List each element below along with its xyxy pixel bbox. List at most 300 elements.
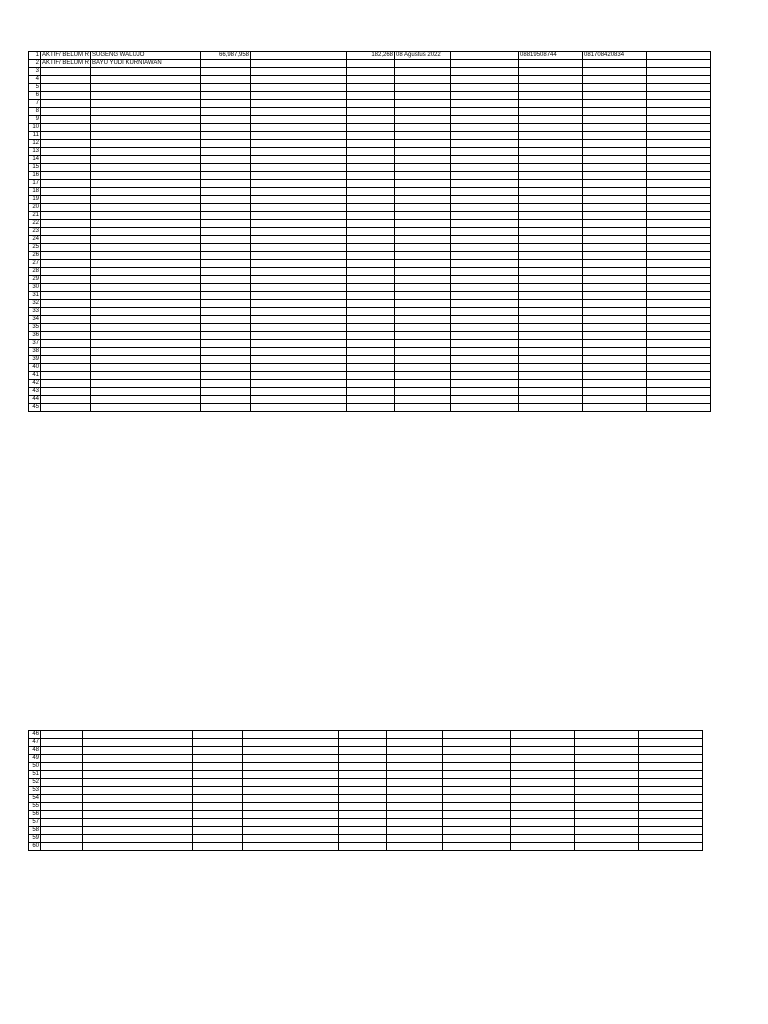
status-cell: AKTIF/ BELUM R: [42, 52, 90, 58]
phone-2-cell: [519, 316, 583, 324]
value-cell: [347, 140, 395, 148]
phone-3-cell: [583, 204, 647, 212]
value-cell: [339, 739, 387, 747]
phone-4-cell: [639, 779, 703, 787]
amount-cell: [201, 284, 251, 292]
value-cell: [347, 108, 395, 116]
name-cell: [83, 755, 193, 763]
phone-2-cell: [511, 739, 575, 747]
phone-4-cell: [639, 763, 703, 771]
name-cell: [83, 739, 193, 747]
table-row: [29, 188, 711, 196]
table-row: [29, 803, 703, 811]
name-cell: [91, 132, 201, 140]
amount-cell: [201, 260, 251, 268]
phone-1-cell: [451, 92, 519, 100]
value-cell: [347, 364, 395, 372]
date-cell: [395, 340, 451, 348]
row-number-cell: 3: [29, 68, 41, 76]
phone-1-cell: [451, 372, 519, 380]
phone-4-cell: [639, 771, 703, 779]
address-cell: [251, 252, 347, 260]
phone-2-cell: [519, 140, 583, 148]
phone-3-cell: [583, 380, 647, 388]
date-cell: 08 Agustus 2022: [395, 52, 451, 60]
amount-cell: [193, 803, 243, 811]
phone-3-cell: [583, 340, 647, 348]
phone-4-cell: [639, 827, 703, 835]
table-row: [29, 68, 711, 76]
date-cell: [395, 92, 451, 100]
status-cell: [41, 164, 91, 172]
phone-2-cell: [519, 180, 583, 188]
address-cell: [243, 739, 339, 747]
row-number-cell: 30: [29, 284, 41, 292]
row-number-cell: 29: [29, 276, 41, 284]
phone-1-cell: [443, 787, 511, 795]
phone-3-cell: [583, 348, 647, 356]
address-cell: [251, 172, 347, 180]
phone-4-cell: [647, 60, 711, 68]
row-number-cell: 15: [29, 164, 41, 172]
phone-2-cell: [511, 763, 575, 771]
amount-cell: [193, 739, 243, 747]
table-row: [29, 340, 711, 348]
phone-1-cell: [443, 739, 511, 747]
status-cell: [41, 276, 91, 284]
name-cell: [91, 396, 201, 404]
value-cell: [339, 803, 387, 811]
row-number-cell: 48: [29, 747, 41, 755]
phone-1-cell: [451, 116, 519, 124]
date-cell: [387, 819, 443, 827]
phone-4-cell: [647, 172, 711, 180]
row-number-cell: 37: [29, 340, 41, 348]
row-number-cell: 12: [29, 140, 41, 148]
phone-4-cell: [647, 300, 711, 308]
value-cell: [347, 292, 395, 300]
name-cell: [91, 372, 201, 380]
status-cell: [41, 324, 91, 332]
amount-cell: [193, 795, 243, 803]
phone-4-cell: [647, 268, 711, 276]
status-cell: [41, 100, 91, 108]
phone-3-cell: [583, 180, 647, 188]
date-cell: [395, 164, 451, 172]
value-cell: [339, 731, 387, 739]
name-cell: [91, 316, 201, 324]
row-number-cell: 40: [29, 364, 41, 372]
amount-cell: [201, 380, 251, 388]
address-cell: [251, 244, 347, 252]
phone-1-cell: [451, 268, 519, 276]
value-cell: 182,268: [347, 52, 395, 60]
value-cell: [347, 332, 395, 340]
amount-cell: [201, 84, 251, 92]
status-cell: [41, 188, 91, 196]
phone-4-cell: [647, 116, 711, 124]
phone-3-cell: [583, 356, 647, 364]
address-cell: [251, 52, 347, 60]
address-cell: [243, 795, 339, 803]
phone-1-cell: [451, 364, 519, 372]
address-cell: [251, 348, 347, 356]
status-cell: [41, 228, 91, 236]
phone-4-cell: [647, 124, 711, 132]
row-number-cell: 23: [29, 228, 41, 236]
phone-3-cell: [583, 148, 647, 156]
phone-3-cell: [583, 372, 647, 380]
name-cell: [83, 819, 193, 827]
table-row: [29, 835, 703, 843]
phone-4-cell: [647, 372, 711, 380]
name-cell: [91, 332, 201, 340]
phone-1-cell: [443, 819, 511, 827]
phone-1-cell: [451, 52, 519, 60]
address-cell: [251, 220, 347, 228]
row-number-cell: 22: [29, 220, 41, 228]
table-row: [29, 827, 703, 835]
status-cell: [41, 388, 91, 396]
date-cell: [387, 771, 443, 779]
phone-1-cell: [451, 348, 519, 356]
row-number-cell: 35: [29, 324, 41, 332]
phone-3-cell: [583, 100, 647, 108]
address-cell: [243, 771, 339, 779]
phone-3-cell: [583, 220, 647, 228]
status-cell: [41, 332, 91, 340]
address-cell: [243, 747, 339, 755]
name-cell: [91, 84, 201, 92]
phone-3-cell: [583, 316, 647, 324]
table-row: [29, 84, 711, 92]
status-cell: [41, 380, 91, 388]
name-cell: [83, 835, 193, 843]
value-cell: [347, 228, 395, 236]
address-cell: [251, 260, 347, 268]
address-cell: [251, 340, 347, 348]
date-cell: [395, 84, 451, 92]
phone-3-cell: [583, 308, 647, 316]
name-cell: [91, 68, 201, 76]
value-cell: [347, 348, 395, 356]
phone-2-cell: [519, 92, 583, 100]
name-cell: [83, 795, 193, 803]
row-number-cell: 16: [29, 172, 41, 180]
value-cell: [339, 811, 387, 819]
amount-cell: [201, 236, 251, 244]
row-number-cell: 1: [29, 52, 41, 60]
date-cell: [395, 68, 451, 76]
table-row: [29, 100, 711, 108]
value-cell: [347, 340, 395, 348]
phone-3-cell: [583, 108, 647, 116]
row-number-cell: 56: [29, 811, 41, 819]
row-number-cell: 58: [29, 827, 41, 835]
address-cell: [243, 787, 339, 795]
status-cell: [41, 292, 91, 300]
status-cell: [41, 755, 83, 763]
table-row: [29, 356, 711, 364]
address-cell: [251, 60, 347, 68]
row-number-cell: 44: [29, 396, 41, 404]
date-cell: [395, 292, 451, 300]
phone-4-cell: [639, 803, 703, 811]
phone-2-cell: [511, 819, 575, 827]
value-cell: [347, 300, 395, 308]
row-number-cell: 53: [29, 787, 41, 795]
table-row: [29, 763, 703, 771]
phone-4-cell: [647, 84, 711, 92]
name-cell: [91, 188, 201, 196]
address-cell: [251, 164, 347, 172]
phone-2-cell: [519, 332, 583, 340]
date-cell: [387, 811, 443, 819]
phone-2-cell: [519, 260, 583, 268]
phone-3-cell: [583, 404, 647, 412]
address-cell: [251, 300, 347, 308]
date-cell: [387, 827, 443, 835]
phone-3-cell: [583, 244, 647, 252]
phone-3-cell: [583, 396, 647, 404]
status-cell: [41, 268, 91, 276]
address-cell: [251, 116, 347, 124]
phone-4-cell: [647, 316, 711, 324]
phone-1-cell: [443, 827, 511, 835]
table-row: [29, 204, 711, 212]
phone-2-cell: [519, 364, 583, 372]
address-cell: [251, 268, 347, 276]
phone-3-cell: [583, 92, 647, 100]
phone-3-cell: [583, 124, 647, 132]
amount-cell: [201, 308, 251, 316]
address-cell: [243, 827, 339, 835]
phone-2-cell: [519, 124, 583, 132]
phone-4-cell: [647, 236, 711, 244]
table-row: [29, 372, 711, 380]
phone-1-cell: [451, 396, 519, 404]
table-row: [29, 220, 711, 228]
table-row: [29, 108, 711, 116]
phone-4-cell: [639, 811, 703, 819]
date-cell: [395, 140, 451, 148]
phone-1-cell: [443, 779, 511, 787]
phone-1-cell: [451, 84, 519, 92]
phone-3-cell: 081708420834: [583, 52, 647, 60]
phone-1-cell: [451, 380, 519, 388]
phone-4-cell: [647, 220, 711, 228]
table-row: [29, 308, 711, 316]
value-cell: [347, 324, 395, 332]
row-number-cell: 34: [29, 316, 41, 324]
status-cell: [41, 739, 83, 747]
row-number-cell: 46: [29, 731, 41, 739]
phone-1-cell: [451, 172, 519, 180]
phone-1-cell: [451, 324, 519, 332]
phone-1-cell: [451, 156, 519, 164]
table-row: [29, 228, 711, 236]
amount-cell: [201, 388, 251, 396]
phone-3-cell: [575, 819, 639, 827]
phone-2-cell: [519, 356, 583, 364]
amount-cell: [201, 188, 251, 196]
address-cell: [251, 236, 347, 244]
row-number-cell: 7: [29, 100, 41, 108]
date-cell: [395, 172, 451, 180]
amount-cell: [201, 324, 251, 332]
amount-cell: [201, 180, 251, 188]
name-cell: [91, 348, 201, 356]
amount-cell: [201, 396, 251, 404]
phone-2-cell: [511, 811, 575, 819]
name-cell: [91, 148, 201, 156]
amount-cell: [201, 68, 251, 76]
value-cell: [347, 244, 395, 252]
table-row: [29, 92, 711, 100]
amount-cell: [201, 404, 251, 412]
phone-4-cell: [647, 100, 711, 108]
status-cell: [41, 284, 91, 292]
status-cell: [41, 835, 83, 843]
phone-3-cell: [583, 228, 647, 236]
address-cell: [243, 811, 339, 819]
table-row: [29, 380, 711, 388]
phone-4-cell: [647, 228, 711, 236]
name-cell: [91, 292, 201, 300]
value-cell: [339, 771, 387, 779]
name-cell: [91, 276, 201, 284]
row-number-cell: 8: [29, 108, 41, 116]
phone-4-cell: [647, 324, 711, 332]
row-number-cell: 43: [29, 388, 41, 396]
phone-1-cell: [451, 68, 519, 76]
phone-2-cell: [519, 188, 583, 196]
name-cell: [91, 308, 201, 316]
phone-3-cell: [575, 739, 639, 747]
table-row: [29, 388, 711, 396]
phone-1-cell: [451, 300, 519, 308]
date-cell: [395, 212, 451, 220]
date-cell: [395, 356, 451, 364]
status-cell: [41, 819, 83, 827]
phone-1-cell: [443, 771, 511, 779]
name-cell: BAYU YUDI KURNIAWAN: [91, 60, 201, 68]
status-cell: [41, 260, 91, 268]
amount-cell: [193, 731, 243, 739]
amount-cell: [193, 779, 243, 787]
table-row: [29, 316, 711, 324]
table-row: [29, 140, 711, 148]
name-cell: [83, 731, 193, 739]
phone-1-cell: [451, 404, 519, 412]
value-cell: [347, 196, 395, 204]
phone-3-cell: [583, 188, 647, 196]
status-cell: [41, 364, 91, 372]
phone-2-cell: [519, 68, 583, 76]
value-cell: [339, 835, 387, 843]
name-cell: [91, 196, 201, 204]
row-number-cell: 9: [29, 116, 41, 124]
amount-cell: [201, 172, 251, 180]
phone-2-cell: [519, 388, 583, 396]
phone-1-cell: [443, 803, 511, 811]
phone-4-cell: [647, 252, 711, 260]
date-cell: [395, 188, 451, 196]
date-cell: [387, 731, 443, 739]
value-cell: [347, 124, 395, 132]
table-row: [29, 212, 711, 220]
value-cell: [347, 148, 395, 156]
phone-4-cell: [647, 332, 711, 340]
phone-1-cell: [451, 356, 519, 364]
phone-4-cell: [647, 148, 711, 156]
status-cell: [41, 132, 91, 140]
date-cell: [387, 779, 443, 787]
phone-3-cell: [583, 284, 647, 292]
name-cell: [91, 388, 201, 396]
phone-4-cell: [647, 212, 711, 220]
phone-1-cell: [443, 755, 511, 763]
table-row: [29, 731, 703, 739]
phone-4-cell: [647, 260, 711, 268]
table-row: [29, 811, 703, 819]
amount-cell: [201, 348, 251, 356]
date-cell: [395, 76, 451, 84]
table-row: [29, 787, 703, 795]
phone-4-cell: [639, 795, 703, 803]
name-cell: [83, 843, 193, 851]
phone-4-cell: [647, 284, 711, 292]
address-cell: [251, 332, 347, 340]
date-cell: [395, 148, 451, 156]
phone-2-cell: [511, 803, 575, 811]
table-row: [29, 148, 711, 156]
phone-3-cell: [583, 260, 647, 268]
row-number-cell: 52: [29, 779, 41, 787]
phone-2-cell: [519, 276, 583, 284]
phone-2-cell: [519, 252, 583, 260]
address-cell: [251, 372, 347, 380]
amount-cell: [201, 316, 251, 324]
phone-2-cell: [519, 324, 583, 332]
address-cell: [251, 68, 347, 76]
phone-1-cell: [451, 180, 519, 188]
name-cell: [91, 404, 201, 412]
status-cell: [41, 396, 91, 404]
phone-2-cell: [519, 60, 583, 68]
value-cell: [347, 316, 395, 324]
amount-cell: [201, 220, 251, 228]
amount-cell: [201, 364, 251, 372]
address-cell: [243, 835, 339, 843]
phone-4-cell: [639, 787, 703, 795]
address-cell: [251, 228, 347, 236]
phone-4-cell: [647, 180, 711, 188]
phone-3-cell: [575, 747, 639, 755]
phone-3-cell: [583, 140, 647, 148]
date-cell: [395, 244, 451, 252]
amount-cell: [201, 300, 251, 308]
phone-1-cell: [443, 795, 511, 803]
address-cell: [251, 156, 347, 164]
phone-3-cell: [583, 364, 647, 372]
value-cell: [347, 284, 395, 292]
status-cell: [41, 204, 91, 212]
phone-3-cell: [575, 779, 639, 787]
status-cell: [41, 220, 91, 228]
phone-2-cell: [519, 76, 583, 84]
value-cell: [347, 276, 395, 284]
